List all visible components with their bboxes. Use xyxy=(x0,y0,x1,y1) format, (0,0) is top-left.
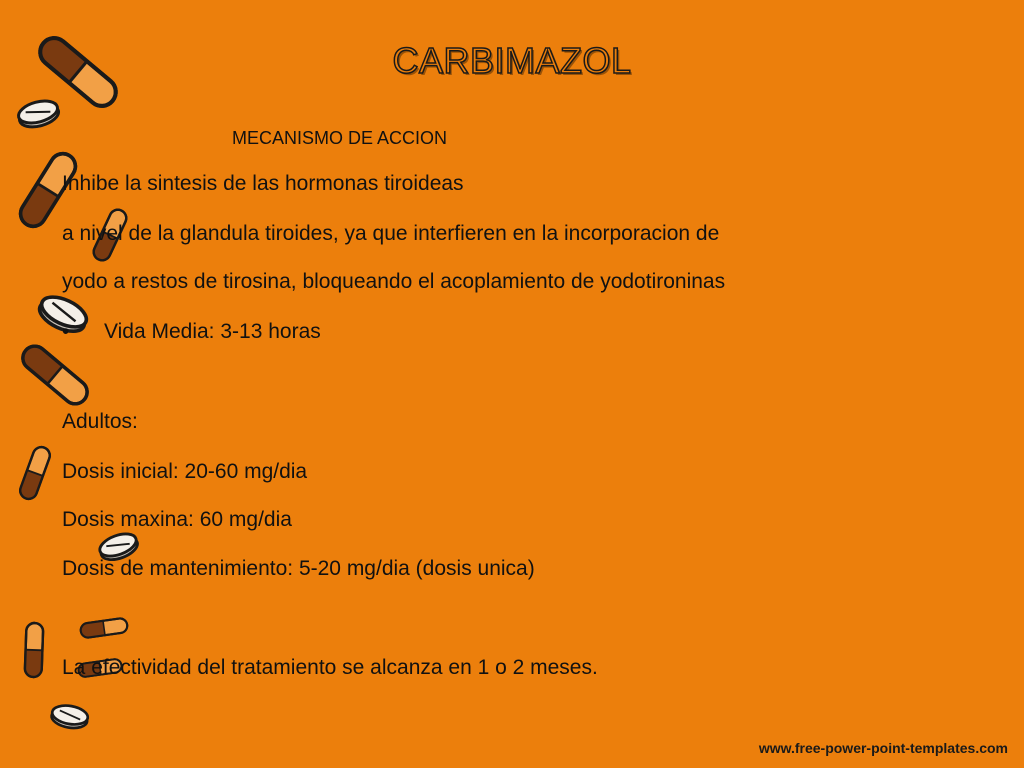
capsule-icon xyxy=(18,445,52,501)
body-line: Dosis maxina: 60 mg/dia xyxy=(62,508,292,531)
body-line: Dosis inicial: 20-60 mg/dia xyxy=(62,460,308,483)
body-line: Adultos: xyxy=(62,410,138,433)
capsule-icon xyxy=(80,618,128,639)
pill-tablet-icon xyxy=(50,703,89,731)
body-line: yodo a restos de tirosina, bloqueando el acoplamiento de yodotironinas xyxy=(62,270,726,293)
footer-url: www.free-power-point-templates.com xyxy=(758,740,1008,756)
body-line: Inhibe la sintesis de las hormonas tiroideas xyxy=(62,172,464,195)
capsule-icon xyxy=(18,341,92,408)
slide-subtitle: MECANISMO DE ACCION xyxy=(232,128,448,148)
body-line: a nivel de la glandula tiroides, ya que interfieren en la incorporacion de xyxy=(62,222,720,245)
bullet-icon: • xyxy=(62,320,70,343)
pill-decoration xyxy=(0,0,170,768)
slide-title: CARBIMAZOL xyxy=(392,40,632,81)
half-life-text: Vida Media: 3-13 horas xyxy=(104,320,321,343)
capsule-icon xyxy=(25,623,44,678)
pill-tablet-icon xyxy=(16,97,61,131)
bullet-item xyxy=(62,320,321,344)
body-line: Dosis de mantenimiento: 5-20 mg/dia (dosis unica) xyxy=(62,557,535,580)
body-line: La efectividad del tratamiento se alcanza en 1 o 2 meses. xyxy=(62,656,598,679)
